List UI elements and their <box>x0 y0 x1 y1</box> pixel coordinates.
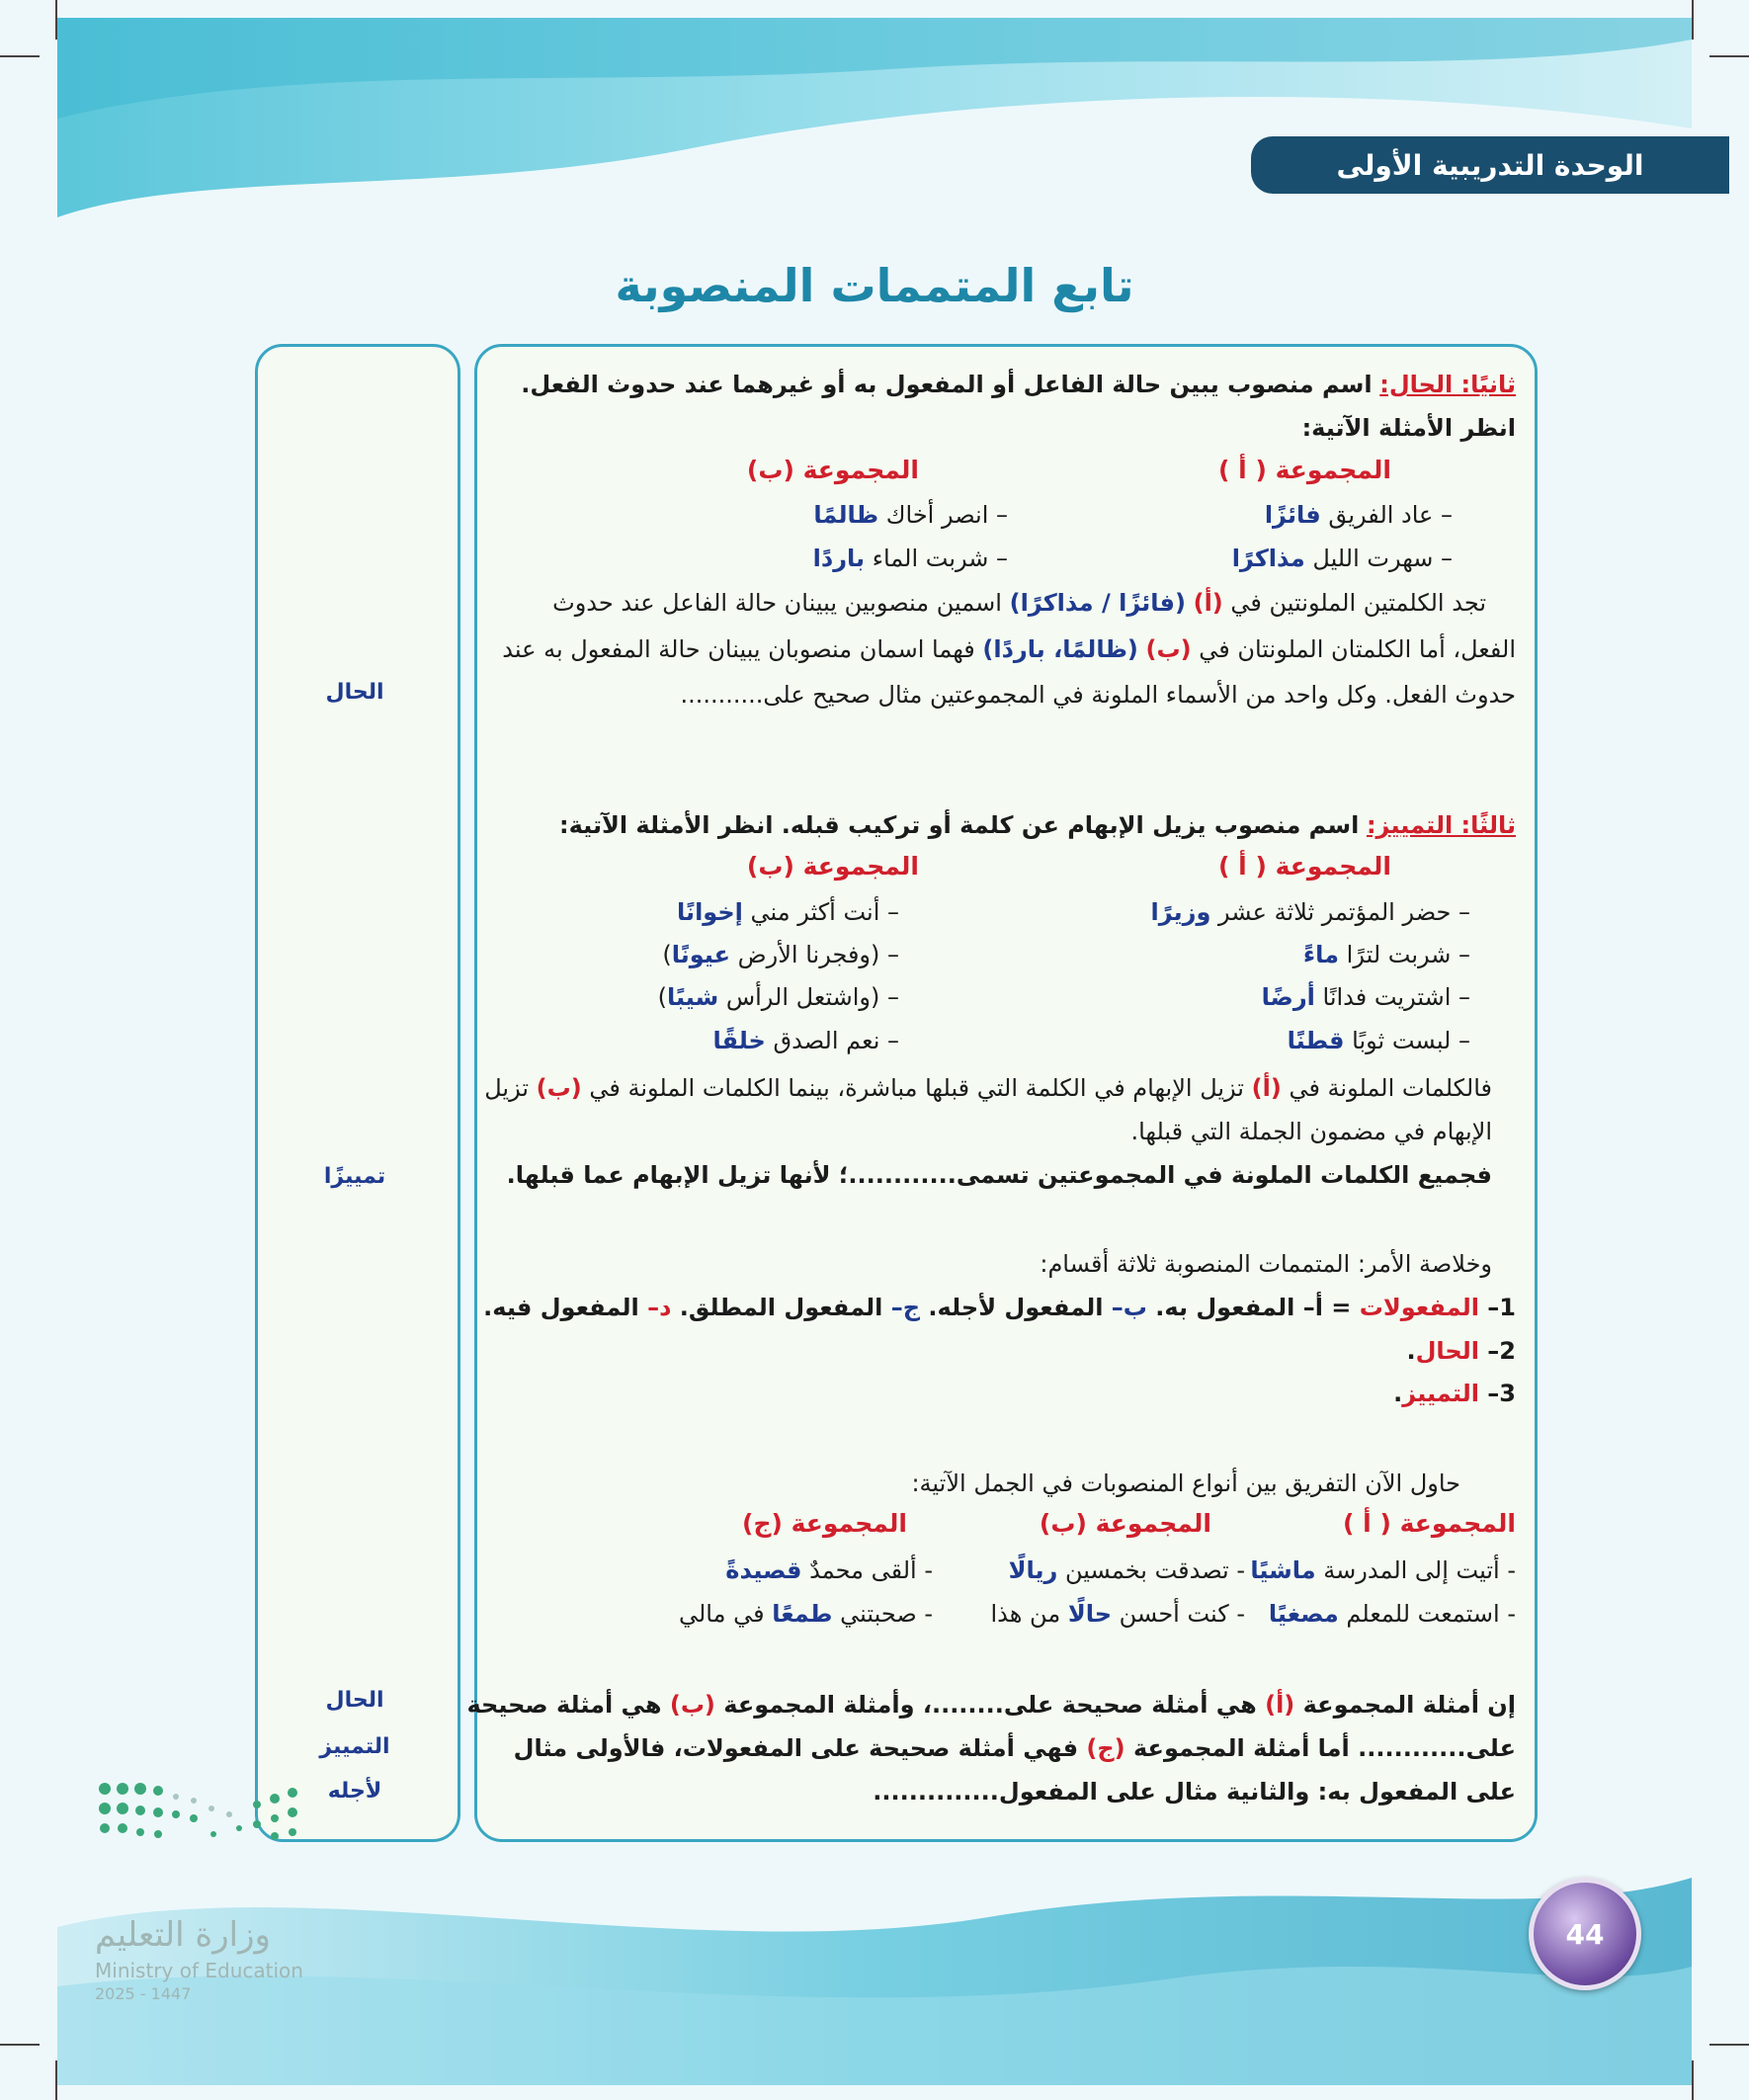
sec3-exp1-d: (ب) <box>536 1074 582 1102</box>
summary-l3-num: 3– <box>1487 1380 1516 1407</box>
ministry-name-arabic: وزارة التعليم <box>95 1915 271 1955</box>
summary-l1-d-text: المفعول فيه. <box>483 1294 639 1321</box>
sec3-exp1-b: (أ) <box>1251 1074 1282 1102</box>
sec3-heading: ثالثًا: التمييز: <box>1366 811 1516 839</box>
sec2-a2-word: مذاكرًا <box>1231 545 1305 572</box>
sec2-exp2-a: الفعل، أما الكلمتان الملونتان في <box>1199 635 1516 663</box>
summary-l1-red: المفعولات <box>1359 1294 1479 1321</box>
unit-tab: الوحدة التدريبية الأولى <box>1251 136 1729 194</box>
page-title: تابع المتممات المنصوبة <box>615 259 1134 312</box>
sec3-example-a1 <box>1150 895 1470 929</box>
summary-l2-red: الحال <box>1415 1337 1479 1365</box>
sec2-example-a1 <box>1265 498 1453 532</box>
crop-mark <box>55 0 57 40</box>
summary-l1-d: د– <box>647 1294 672 1321</box>
sec2-a2-text: – سهرت الليل <box>1312 545 1453 572</box>
sec3-b2-post: ) <box>662 941 672 968</box>
sec2-a1-word: فائزًا <box>1264 501 1321 529</box>
summary-l2-dot: . <box>1406 1337 1416 1365</box>
side-label-answer-2: التمييز <box>319 1734 390 1759</box>
summary-line-3 <box>1393 1377 1516 1410</box>
sec3-explanation-3: فجميع الكلمات الملونة في المجموعتين تسمى............؛ لأنها تزيل الإبهام عما قبلها. <box>506 1161 1492 1189</box>
crop-mark <box>1692 2060 1694 2100</box>
sec2-exp1-c: (فائزًا / مذاكرًا) <box>1009 589 1186 617</box>
sec2-exp2-c: (ظالمًا، باردًا) <box>982 635 1138 663</box>
summary-l3-dot: . <box>1393 1380 1403 1407</box>
conclusion-l1-e: هي أمثلة صحيحة <box>466 1691 662 1719</box>
sec3-b3-word: شيبًا <box>666 983 719 1011</box>
exercise-c2-word: طمعًا <box>772 1600 833 1628</box>
exercise-b1-word: ريالًا <box>1008 1556 1058 1584</box>
sec2-exp2-b: (ب) <box>1145 635 1192 663</box>
conclusion-line-3: على المفعول به: والثانية مثال على المفعول.............. <box>873 1778 1516 1806</box>
sec2-group-b: المجموعة (ب) <box>746 456 919 484</box>
exercise-a1 <box>1250 1554 1516 1587</box>
conclusion-l1-d: (ب) <box>669 1691 715 1719</box>
sec3-a2-text: – شربت لترًا <box>1346 941 1470 968</box>
sec3-exp1-c: تزيل الإبهام في الكلمة التي قبلها مباشرة، بينما الكلمات الملونة في <box>589 1074 1244 1102</box>
sec2-a1-text: – عاد الفريق <box>1328 501 1453 529</box>
crop-mark <box>0 2044 40 2046</box>
exercise-a1-word: ماشيًا <box>1250 1556 1316 1584</box>
sec2-def-text: اسم منصوب يبين حالة الفاعل أو المفعول به أو غيرهما عند حدوث الفعل. <box>521 371 1373 398</box>
sec3-explanation-1 <box>484 1071 1492 1105</box>
sec2-exp2-d: فهما اسمان منصوبان يبينان حالة المفعول به عند <box>502 635 975 663</box>
conclusion-line-1 <box>466 1688 1516 1722</box>
summary-l1-c-text: المفعول المطلق. <box>679 1294 883 1321</box>
summary-l1-c: ج– <box>890 1294 921 1321</box>
sec3-explanation-2: الإبهام في مضمون الجملة التي قبلها. <box>1130 1118 1492 1145</box>
exercise-b2 <box>991 1597 1246 1631</box>
exercise-b2-post: من هذا <box>990 1600 1061 1628</box>
sec2-exp1-a: تجد الكلمتين الملونتين في <box>1230 589 1486 617</box>
sec3-group-b: المجموعة (ب) <box>746 852 919 881</box>
sec3-b3-post: ) <box>657 983 667 1011</box>
summary-heading: وخلاصة الأمر: المتممات المنصوبة ثلاثة أقسام: <box>1040 1250 1492 1278</box>
ministry-year: 2025 - 1447 <box>95 1984 192 2003</box>
summary-l1-num: 1– <box>1487 1294 1516 1321</box>
side-label-answer-3: لأجله <box>327 1779 382 1804</box>
summary-line-1 <box>483 1291 1516 1324</box>
sec2-example-b2 <box>813 542 1008 575</box>
sec3-b4-word: خلقًا <box>712 1027 766 1054</box>
sec2-look: انظر الأمثلة الآتية: <box>1301 414 1516 442</box>
exercise-c2 <box>679 1597 933 1631</box>
summary-l1-eq: = أ– المفعول به. <box>1155 1294 1352 1321</box>
summary-l2-num: 2– <box>1487 1337 1516 1365</box>
exercise-heading: حاول الآن التفريق بين أنواع المنصوبات في الجمل الآتية: <box>911 1470 1460 1497</box>
ministry-name-english: Ministry of Education <box>95 1959 303 1982</box>
side-label-answer-1: الحال <box>325 1688 384 1713</box>
exercise-group-a: المجموعة ( أ ) <box>1343 1509 1516 1538</box>
exercise-b1 <box>1009 1554 1245 1587</box>
exercise-b2-word: حالًا <box>1067 1600 1113 1628</box>
crop-mark <box>1709 55 1749 57</box>
exercise-a2 <box>1269 1597 1516 1631</box>
conclusion-l1-b: (أ) <box>1265 1691 1295 1719</box>
exercise-b1-text: - تصدقت بخمسين <box>1064 1556 1245 1584</box>
summary-l1-b-text: المفعول لأجله. <box>928 1294 1104 1321</box>
sec3-b4-text: – نعم الصدق <box>773 1027 899 1054</box>
conclusion-l2-a: على............ أما أمثلة المجموعة <box>1133 1734 1516 1762</box>
sec3-b2-word: عيونًا <box>671 941 730 968</box>
sec3-a1-text: – حضر المؤتمر ثلاثة عشر <box>1218 898 1470 926</box>
sec3-a2-word: ماءً <box>1302 941 1340 968</box>
side-label-hal: الحال <box>325 680 384 705</box>
sec3-exp1-e: تزيل <box>484 1074 530 1102</box>
sec2-group-a: المجموعة ( أ ) <box>1218 456 1391 484</box>
page-number: 44 <box>1529 1878 1641 1990</box>
sec3-group-a: المجموعة ( أ ) <box>1218 852 1391 881</box>
sec3-example-a4 <box>1288 1024 1470 1057</box>
sec3-exp1-a: فالكلمات الملونة في <box>1289 1074 1492 1102</box>
sec2-explanation-2 <box>502 632 1516 666</box>
crop-mark <box>0 55 40 57</box>
crop-mark <box>1709 2044 1749 2046</box>
sec2-exp1-d: اسمين منصوبين يبينان حالة الفاعل عند حدوث <box>552 589 1002 617</box>
exercise-b2-text: - كنت أحسن <box>1119 1600 1245 1628</box>
conclusion-l2-c: فهي أمثلة صحيحة على المفعولات، فالأولى مثال <box>513 1734 1079 1762</box>
sec2-b1-text: – انصر أخاك <box>885 501 1008 529</box>
sec3-b3-text: – (واشتعل الرأس <box>725 983 899 1011</box>
sec2-b2-text: – شربت الماء <box>872 545 1008 572</box>
sec3-example-b4 <box>712 1024 899 1057</box>
conclusion-l1-c: هي أمثلة صحيحة على........، وأمثلة المجموعة <box>723 1691 1257 1719</box>
exercise-c2-text: - صحبتني <box>840 1600 933 1628</box>
sec2-b1-word: ظالمًا <box>813 501 879 529</box>
sec2-heading: ثانيًا: الحال: <box>1379 371 1516 398</box>
summary-l3-red: التمييز <box>1402 1380 1479 1407</box>
crop-mark <box>1692 0 1694 40</box>
summary-line-2 <box>1406 1334 1516 1368</box>
sec3-a3-word: أرضًا <box>1261 983 1315 1011</box>
sec3-example-b3 <box>658 980 899 1014</box>
exercise-group-b: المجموعة (ب) <box>1039 1509 1211 1538</box>
exercise-c2-post: في مالي <box>678 1600 765 1628</box>
sec2-exp1-b: (أ) <box>1193 589 1223 617</box>
sec2-definition <box>521 368 1516 401</box>
exercise-c1-text: - ألقى محمدٌ <box>809 1556 933 1584</box>
exercise-a1-text: - أتيت إلى المدرسة <box>1323 1556 1516 1584</box>
sec2-explanation-3: حدوث الفعل. وكل واحد من الأسماء الملونة في المجموعتين مثال صحيح على........... <box>680 681 1516 709</box>
sec3-example-a2 <box>1303 938 1470 971</box>
conclusion-line-2 <box>514 1731 1516 1765</box>
exercise-c1-word: قصيدةً <box>725 1556 802 1584</box>
sec3-definition <box>559 808 1516 842</box>
sec2-example-b1 <box>813 498 1008 532</box>
exercise-a2-word: مصغيًا <box>1268 1600 1339 1628</box>
sec3-b2-text: – (وفجرنا الأرض <box>737 941 899 968</box>
sec2-explanation-1 <box>552 586 1486 620</box>
ministry-logo-dots <box>95 1779 312 1897</box>
side-panel <box>255 344 460 1842</box>
sec3-a3-text: – اشتريت فدانًا <box>1322 983 1470 1011</box>
sec3-a1-word: وزيرًا <box>1150 898 1211 926</box>
sec3-example-b2 <box>662 938 899 971</box>
conclusion-l1-a: إن أمثلة المجموعة <box>1302 1691 1516 1719</box>
sec3-b1-word: إخوانًا <box>677 898 743 926</box>
exercise-group-c: المجموعة (ج) <box>742 1509 907 1538</box>
crop-mark <box>55 2060 57 2100</box>
sec2-b2-word: باردًا <box>812 545 866 572</box>
sec3-b1-text: – أنت أكثر مني <box>750 898 899 926</box>
exercise-a2-text: - استمعت للمعلم <box>1346 1600 1516 1628</box>
exercise-c1 <box>725 1554 933 1587</box>
sec3-example-a3 <box>1262 980 1470 1014</box>
sec2-example-a2 <box>1232 542 1453 575</box>
conclusion-l2-b: (ج) <box>1086 1734 1125 1762</box>
summary-l1-b: ب– <box>1111 1294 1147 1321</box>
sec3-a4-text: – لبست ثوبًا <box>1352 1027 1470 1054</box>
sec3-def-text: اسم منصوب يزيل الإبهام عن كلمة أو تركيب قبله. انظر الأمثلة الآتية: <box>559 811 1360 839</box>
sec3-a4-word: قطنًا <box>1287 1027 1345 1054</box>
side-label-tamyeez: تمييزًا <box>323 1164 386 1189</box>
sec3-example-b1 <box>677 895 899 929</box>
